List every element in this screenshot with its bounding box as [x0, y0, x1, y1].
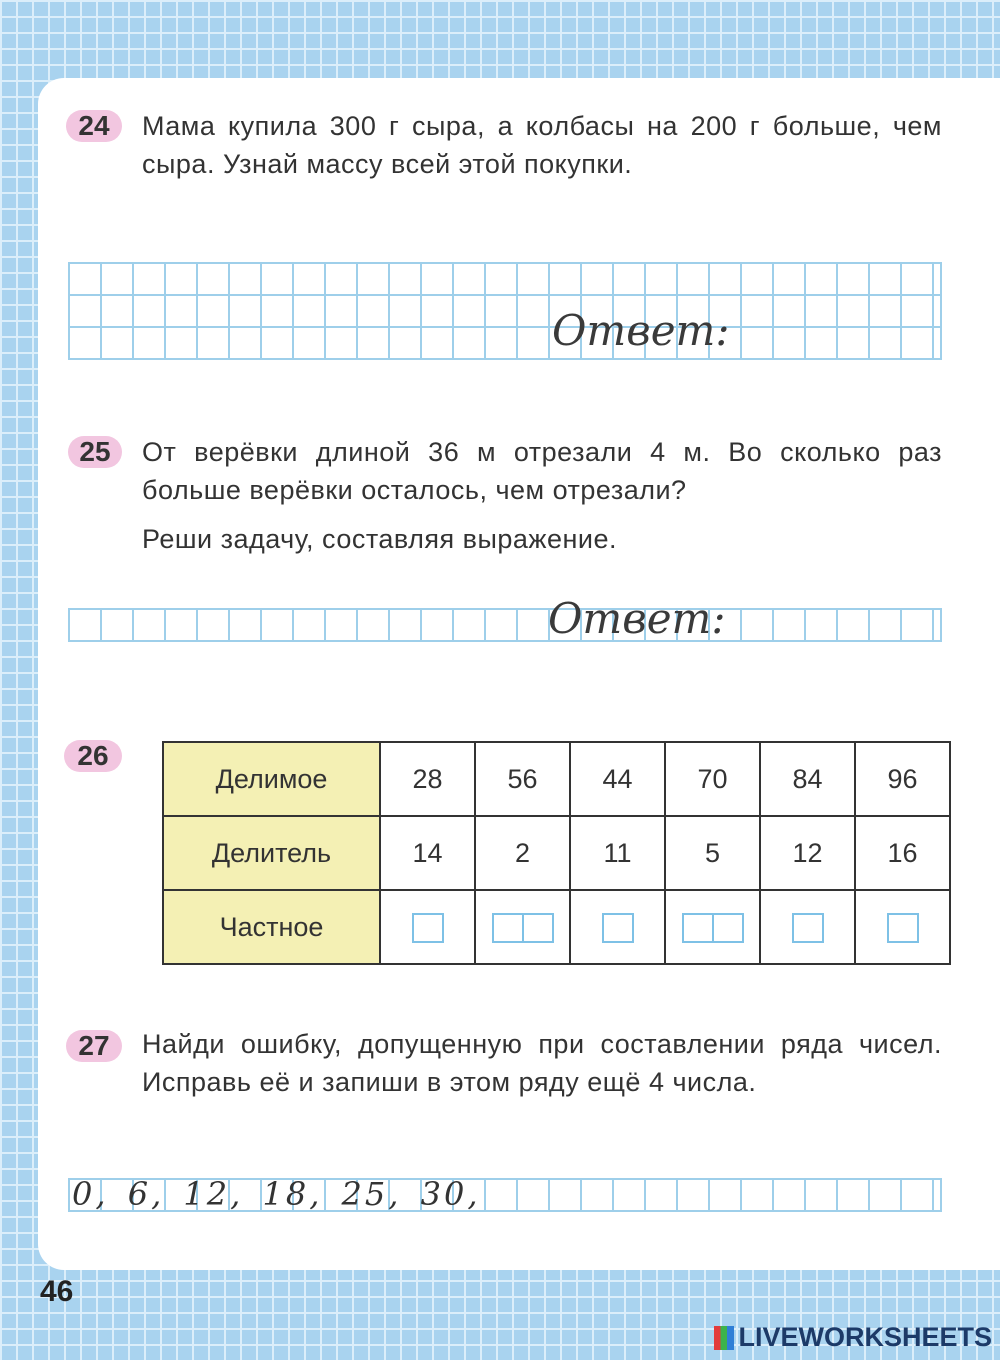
- table-row-dividend: [163, 742, 950, 816]
- task-25-number: 25: [68, 436, 122, 468]
- task-24-answer-grid[interactable]: [68, 262, 942, 360]
- page-number: 46: [40, 1275, 74, 1308]
- number-sequence: 0, 6, 12, 18, 25, 30,: [72, 1175, 481, 1213]
- quotient-cell: [570, 890, 665, 964]
- logo-icon: [714, 1326, 734, 1350]
- quotient-answer-box[interactable]: [412, 913, 444, 943]
- quotient-cell: [380, 890, 475, 964]
- table-cell: 44: [570, 742, 665, 816]
- logo-text: LIVEWORKSHEETS: [738, 1322, 992, 1352]
- task-26-number: 26: [64, 740, 122, 772]
- table-cell: 11: [570, 816, 665, 890]
- quotient-cell: [760, 890, 855, 964]
- table-cell: 56: [475, 742, 570, 816]
- task-24-text: Мама купила 300 г сыра, а колбасы на 200 г больше, чем сыра. Узнай массу всей этой покупки.: [142, 111, 942, 179]
- task-25-text: От верёвки длиной 36 м отрезали 4 м. Во сколько раз больше верёвки осталось, чем отрезали?: [142, 437, 942, 505]
- quotient-cell: [665, 890, 760, 964]
- quotient-answer-box[interactable]: [602, 913, 634, 943]
- table-cell: 14: [380, 816, 475, 890]
- table-cell: 2: [475, 816, 570, 890]
- table-cell: 84: [760, 742, 855, 816]
- task-24-number: 24: [66, 110, 122, 142]
- task-25-instruction: Реши задачу, составляя выражение.: [142, 524, 618, 554]
- quotient-label: Частное: [163, 890, 380, 964]
- quotient-answer-box[interactable]: [792, 913, 824, 943]
- quotient-cell: [475, 890, 570, 964]
- table-cell: 12: [760, 816, 855, 890]
- liveworksheets-logo: [714, 1322, 992, 1353]
- quotient-cell: [855, 890, 950, 964]
- division-table: [162, 741, 951, 965]
- dividend-label: Делимое: [163, 742, 380, 816]
- table-row-divisor: [163, 816, 950, 890]
- table-cell: 70: [665, 742, 760, 816]
- table-row-quotient: [163, 890, 950, 964]
- task-24-answer-label: Ответ:: [552, 306, 730, 355]
- quotient-answer-box[interactable]: [887, 913, 919, 943]
- table-cell: 5: [665, 816, 760, 890]
- task-27-text: Найди ошибку, допущенную при составлении ряда чисел. Исправь её и запиши в этом ряду ещё 4 числа.: [142, 1029, 942, 1097]
- quotient-answer-box[interactable]: [682, 913, 744, 943]
- quotient-answer-box[interactable]: [492, 913, 554, 943]
- task-25-answer-grid[interactable]: [68, 608, 942, 642]
- task-25-answer-label: Ответ:: [548, 594, 726, 643]
- table-cell: 96: [855, 742, 950, 816]
- table-cell: 28: [380, 742, 475, 816]
- task-27-number: 27: [66, 1030, 122, 1062]
- table-cell: 16: [855, 816, 950, 890]
- divisor-label: Делитель: [163, 816, 380, 890]
